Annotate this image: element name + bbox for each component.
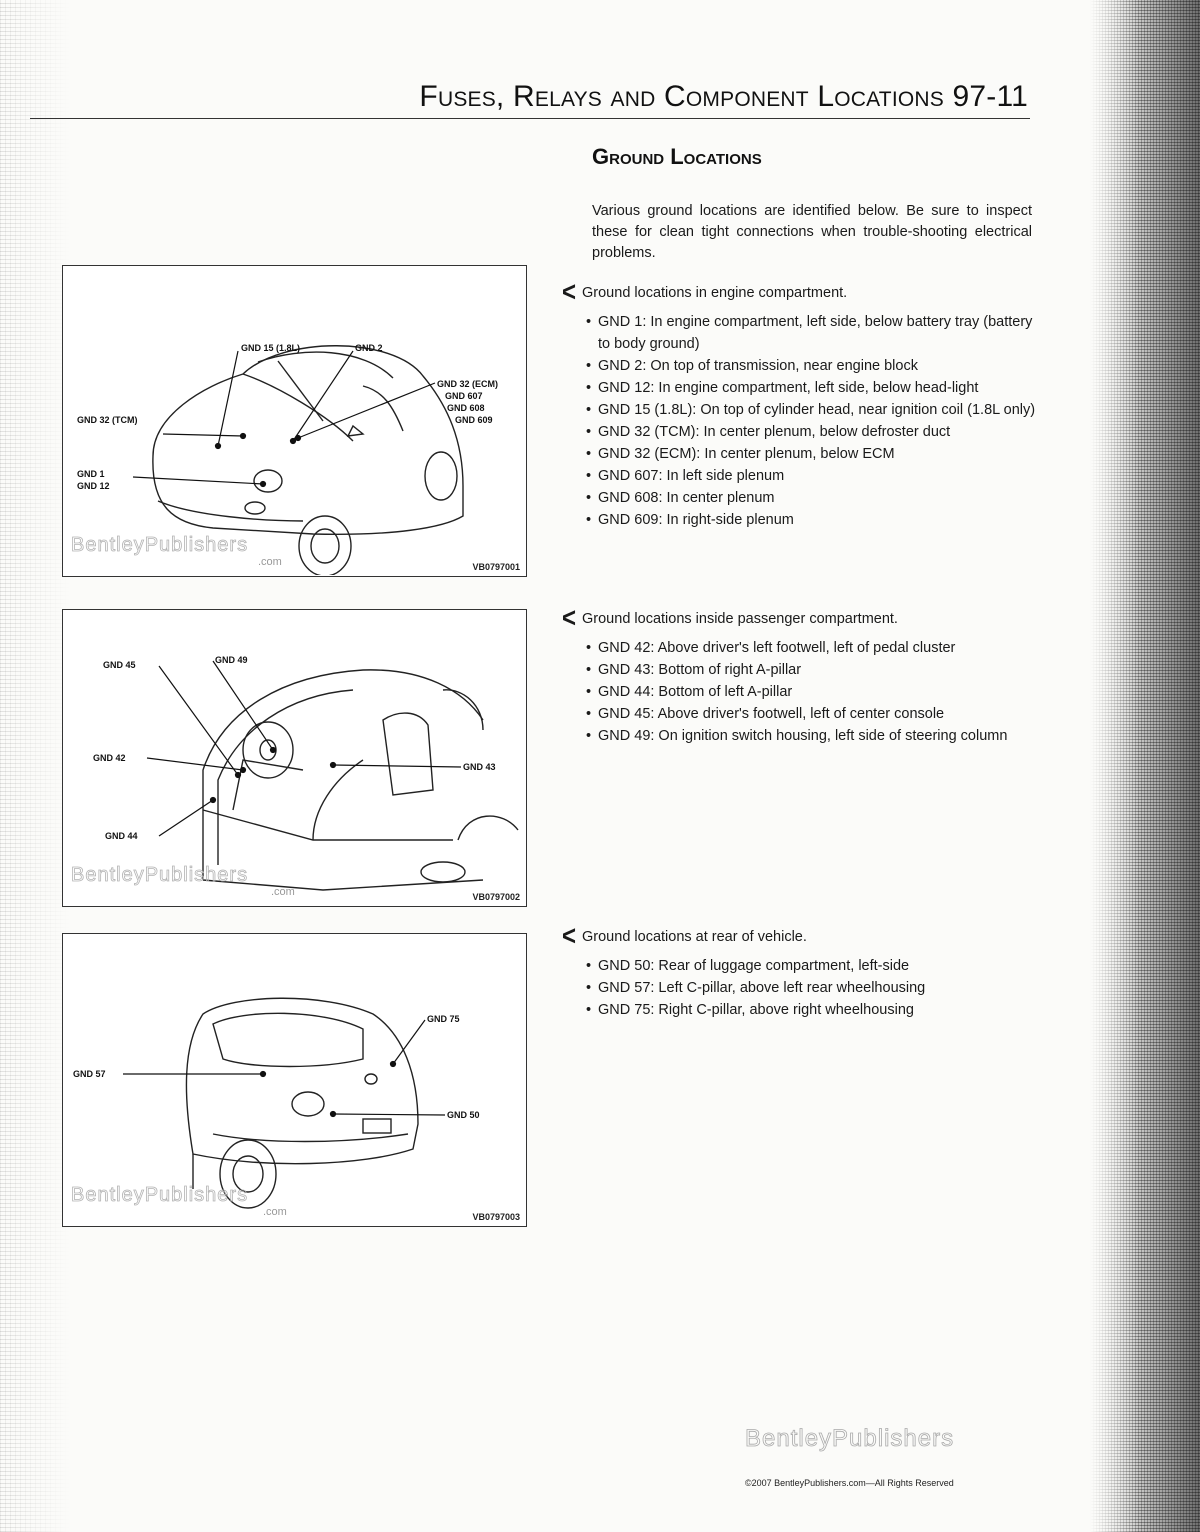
header-rule: [30, 118, 1030, 119]
ground-list-engine: [586, 311, 1042, 531]
label-gnd609: GND 609: [455, 415, 493, 425]
watermark-text: BentleyPublishers: [71, 534, 249, 556]
label-gnd12: GND 12: [77, 481, 110, 491]
pointer-arrow-icon: <: [562, 920, 577, 952]
figure-rear-vehicle: [62, 933, 527, 1227]
caption-engine-compartment: [562, 276, 1042, 531]
figure-code: VB0797003: [472, 1212, 520, 1222]
label-gnd50: GND 50: [447, 1110, 480, 1120]
pointer-arrow-icon: <: [562, 602, 577, 634]
figure-engine-compartment: [62, 265, 527, 577]
label-gnd45: GND 45: [103, 660, 136, 670]
list-item: • GND 1: In engine compartment, left side, below battery tray (battery to body ground): [586, 311, 1042, 355]
label-gnd57: GND 57: [73, 1069, 106, 1079]
watermark-com: .com: [263, 1206, 287, 1218]
caption-passenger-compartment: [562, 602, 1042, 747]
list-item: • GND 608: In center plenum: [586, 487, 1042, 509]
label-gnd1: GND 1: [77, 469, 105, 479]
list-item: • GND 12: In engine compartment, left side, below head-light: [586, 377, 1042, 399]
caption-heading: Ground locations at rear of vehicle.: [582, 929, 807, 945]
label-gnd42: GND 42: [93, 753, 126, 763]
list-item: • GND 42: Above driver's left footwell, left of pedal cluster: [586, 637, 1042, 659]
watermark-text: BentleyPublishers: [71, 864, 249, 886]
car-rear-illustration: [63, 934, 525, 1225]
scan-edge-right: [1090, 0, 1200, 1532]
figure-code: VB0797001: [472, 562, 520, 572]
list-item: • GND 57: Left C-pillar, above left rear wheelhousing: [586, 977, 1042, 999]
car-front-illustration: [63, 266, 525, 575]
caption-heading: Ground locations inside passenger compartment.: [582, 611, 898, 627]
list-item: • GND 32 (TCM): In center plenum, below defroster duct: [586, 421, 1042, 443]
list-item: • GND 43: Bottom of right A-pillar: [586, 659, 1042, 681]
section-intro: Various ground locations are identified below. Be sure to inspect these for clean tight connections when trouble-shooting electrical problems.: [592, 203, 1032, 261]
list-item: • GND 45: Above driver's footwell, left of center console: [586, 703, 1042, 725]
list-item: • GND 32 (ECM): In center plenum, below ECM: [586, 443, 1042, 465]
label-gnd15: GND 15 (1.8L): [241, 343, 301, 353]
footer-watermark: BentleyPublishers: [745, 1425, 955, 1452]
list-item: • GND 607: In left side plenum: [586, 465, 1042, 487]
label-gnd75: GND 75: [427, 1014, 460, 1024]
list-item: • GND 49: On ignition switch housing, left side of steering column: [586, 725, 1042, 747]
scan-edge-left: [0, 0, 70, 1532]
label-gnd44: GND 44: [105, 831, 138, 841]
caption-heading: Ground locations in engine compartment.: [582, 285, 848, 301]
list-item: • GND 75: Right C-pillar, above right wheelhousing: [586, 999, 1042, 1021]
list-item: • GND 609: In right-side plenum: [586, 509, 1042, 531]
list-item: • GND 15 (1.8L): On top of cylinder head, near ignition coil (1.8L only): [586, 399, 1042, 421]
list-item: • GND 44: Bottom of left A-pillar: [586, 681, 1042, 703]
ground-list-rear: [586, 955, 1042, 1021]
watermark-text: BentleyPublishers: [71, 1184, 249, 1206]
label-gnd32-ecm: GND 32 (ECM): [437, 379, 499, 389]
list-item: • GND 50: Rear of luggage compartment, left-side: [586, 955, 1042, 977]
ground-list-passenger: [586, 637, 1042, 747]
car-interior-illustration: [63, 610, 525, 905]
label-gnd32-tcm: GND 32 (TCM): [77, 415, 138, 425]
footer-copyright: ©2007 BentleyPublishers.com—All Rights Reserved: [745, 1478, 954, 1488]
figure-passenger-compartment: [62, 609, 527, 907]
pointer-arrow-icon: <: [562, 276, 577, 308]
label-gnd49: GND 49: [215, 655, 248, 665]
label-gnd607: GND 607: [445, 391, 483, 401]
caption-rear-vehicle: [562, 920, 1042, 1021]
label-gnd608: GND 608: [447, 403, 485, 413]
figure-code: VB0797002: [472, 892, 520, 902]
watermark-com: .com: [271, 886, 295, 898]
label-gnd43: GND 43: [463, 762, 496, 772]
list-item: • GND 2: On top of transmission, near engine block: [586, 355, 1042, 377]
section-title: Ground Locations: [592, 144, 762, 169]
label-gnd2: GND 2: [355, 343, 383, 353]
page-title: Fuses, Relays and Component Locations 97-11: [419, 80, 1028, 113]
watermark-com: .com: [258, 556, 282, 568]
